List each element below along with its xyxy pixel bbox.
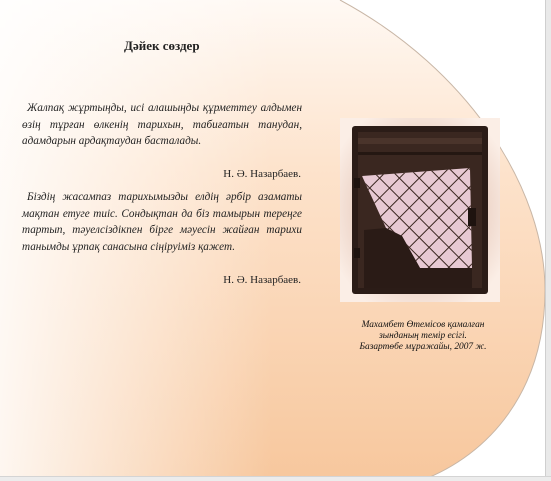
photo-caption — [343, 320, 503, 353]
window-right-edge — [545, 0, 551, 481]
page-title: Дәйек сөздер — [124, 38, 200, 53]
iron-door-photo — [340, 118, 500, 302]
caption-line: Базартөбе мұражайы, 2007 ж. — [359, 342, 487, 352]
quote-text: Жалпақ жұртыңды, исі алашыңды құрметтеу алдымен өзің тұрған өлкенің тарихын, табиғатын танудан, адамдарын ардақтаудан басталады. — [22, 102, 302, 147]
window-bottom-edge — [0, 476, 551, 481]
caption-line: Махамбет Өтемісов қамалған — [361, 320, 485, 330]
caption-line: зынданың темір есігі. — [379, 331, 467, 341]
quote-author: Н. Ә. Назарбаев. — [223, 274, 301, 286]
quote-author: Н. Ә. Назарбаев. — [223, 168, 301, 180]
quote-text: Біздің жасампаз тарихымызды елдің әрбір азаматы мақтан етуге тиіс. Сондықтан да біз тамырын тереңге тартып, тәуелсіздікпен бірге мәуесін жайған тарихи танымды ұрпақ санасына сіңіруіміз қажет. — [22, 191, 302, 253]
